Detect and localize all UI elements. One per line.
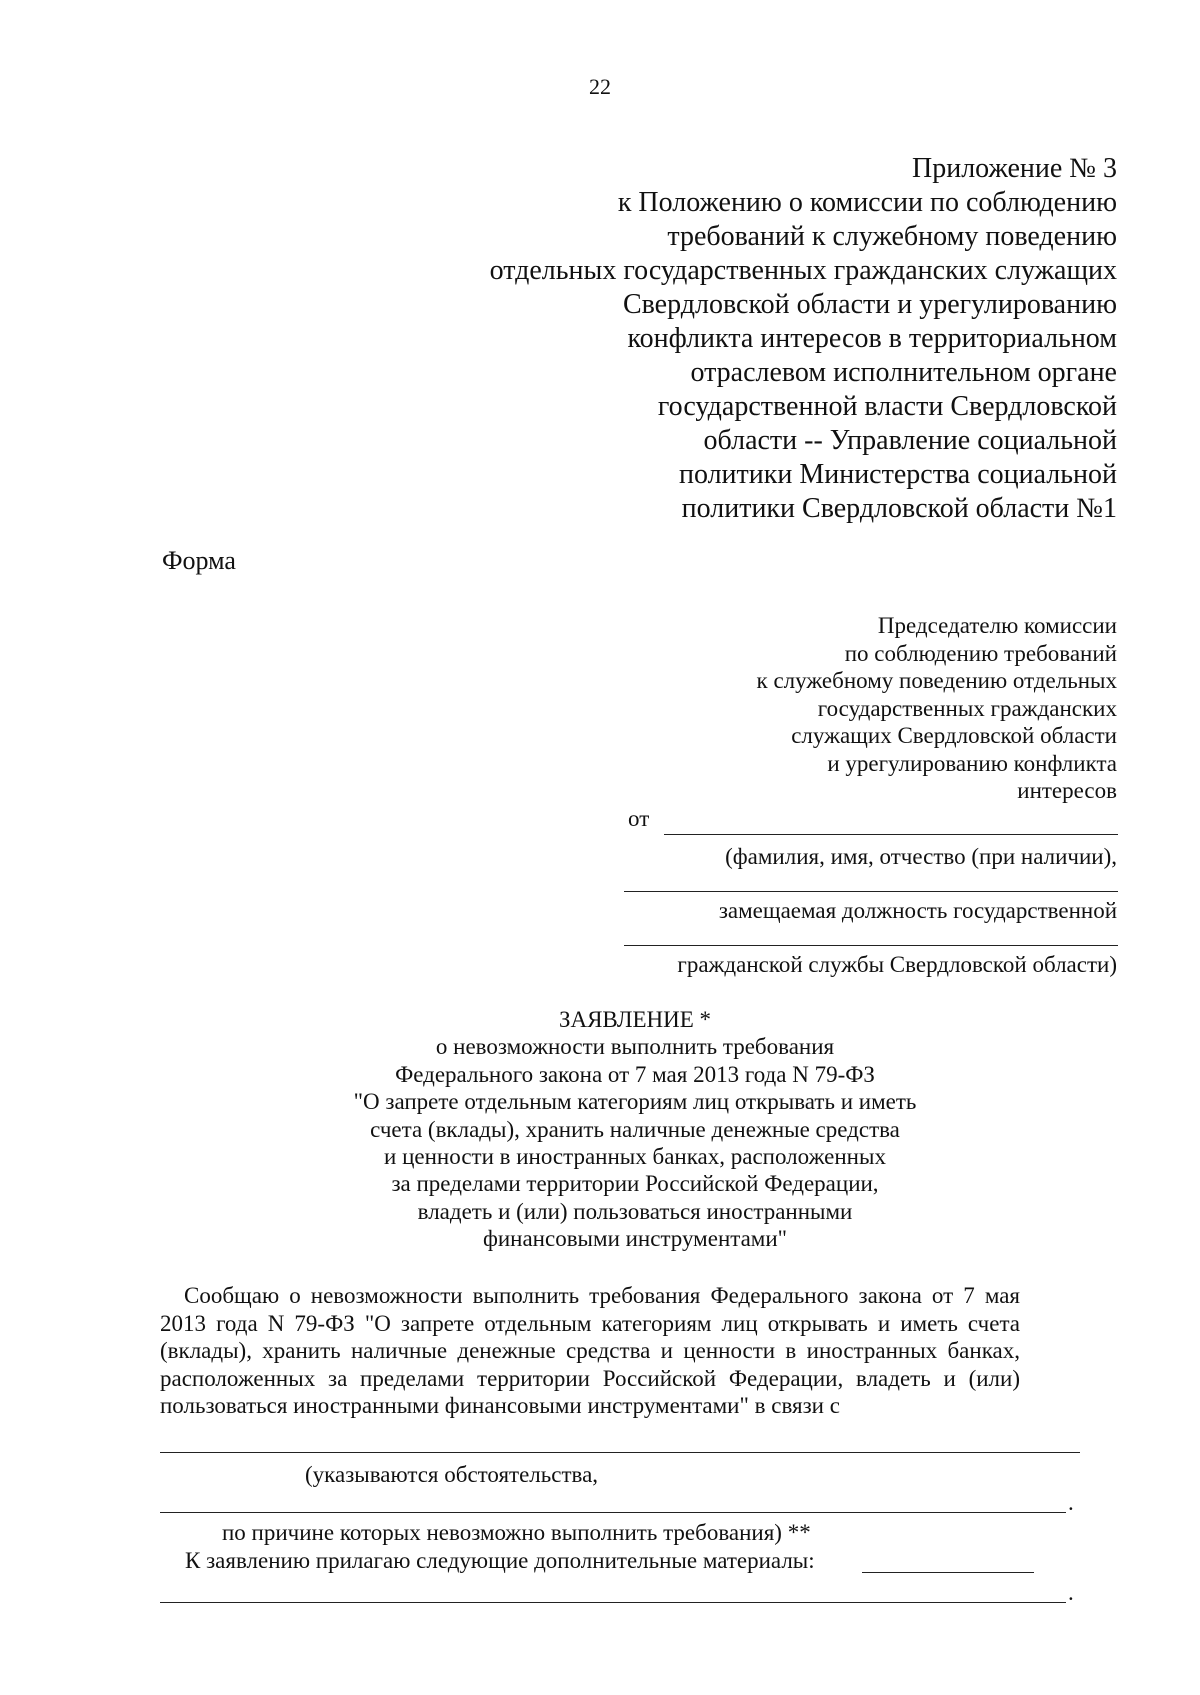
addressee-line: и урегулированию конфликта	[827, 750, 1117, 776]
line-end-dot: .	[1068, 1490, 1074, 1515]
statement-title	[300, 1006, 970, 1253]
addressee-line: государственных гражданских	[817, 695, 1117, 721]
position-blank-line[interactable]	[624, 891, 1118, 892]
addressee-line: интересов	[1017, 778, 1117, 803]
addressee-line: служащих Свердловской области	[791, 723, 1117, 748]
attachments-short-blank[interactable]	[862, 1572, 1034, 1573]
position-hint: замещаемая должность государственной	[718, 898, 1117, 923]
addressee-line: по соблюдению требований	[844, 640, 1117, 666]
appendix-header	[490, 152, 1117, 526]
title-line: счета (вклады), хранить наличные денежные средства	[370, 1116, 900, 1142]
from-row	[628, 806, 1118, 836]
title-line: Федерального закона от 7 мая 2013 года N 79-ФЗ	[395, 1061, 875, 1087]
addressee-line: к служебному поведению отдельных	[756, 668, 1117, 693]
title-line: и ценности в иностранных банках, расположенных	[384, 1144, 886, 1170]
from-label: от	[628, 806, 650, 831]
reasons-blank-line[interactable]	[160, 1512, 1066, 1513]
appendix-line: Свердловской области и урегулированию	[622, 289, 1117, 320]
addressee-line: Председателю комиссии	[877, 613, 1117, 638]
appendix-line: к Положению о комиссии по соблюдению	[617, 187, 1117, 218]
appendix-line: отраслевом исполнительном органе	[690, 357, 1117, 388]
reasons-hint: по причине которых невозможно выполнить требования) **	[222, 1520, 811, 1545]
title-line: за пределами территории Российской Федерации,	[391, 1171, 879, 1197]
form-label: Форма	[162, 546, 236, 575]
addressee-block	[757, 612, 1117, 805]
appendix-line: политики Свердловской области №1	[681, 493, 1117, 524]
fio-hint: (фамилия, имя, отчество (при наличии),	[725, 844, 1117, 869]
circumstances-hint: (указываются обстоятельства,	[305, 1462, 599, 1487]
appendix-line: государственной власти Свердловской	[657, 391, 1117, 422]
page-number: 22	[589, 74, 611, 99]
service-hint: гражданской службы Свердловской области)	[677, 952, 1117, 977]
circumstances-blank-line[interactable]	[160, 1452, 1080, 1453]
attachments-blank-line[interactable]	[160, 1602, 1066, 1603]
appendix-line: требований к служебному поведению	[667, 221, 1117, 252]
body-paragraph	[160, 1282, 1020, 1420]
appendix-line: отдельных государственных гражданских служащих	[489, 255, 1117, 286]
appendix-line: области -- Управление социальной	[703, 425, 1117, 456]
attachments-label: К заявлению прилагаю следующие дополнительные материалы:	[185, 1548, 815, 1573]
appendix-line: политики Министерства социальной	[678, 459, 1117, 490]
title-line: о невозможности выполнить требования	[435, 1034, 835, 1060]
title-line: владеть и (или) пользоваться иностранными	[417, 1198, 853, 1224]
service-blank-line[interactable]	[624, 945, 1118, 946]
title-line: "О запрете отдельным категориям лиц открывать и иметь	[353, 1089, 917, 1115]
appendix-line: Приложение № 3	[912, 153, 1117, 184]
title-line: ЗАЯВЛЕНИЕ *	[558, 1007, 712, 1032]
title-line: финансовыми инструментами"	[482, 1226, 788, 1252]
line-end-dot: .	[1068, 1580, 1074, 1605]
appendix-line: конфликта интересов в территориальном	[627, 323, 1117, 354]
body-text: Сообщаю о невозможности выполнить требования Федерального закона от 7 мая 2013 года N 79-ФЗ "О запрете отдельным категориям лиц открывать и иметь счета (вклады), хранить наличные денежные средства и ценности в иностранных банках, расположенных за пределами территории Российской Федерации, владеть и (или) пользоваться иностранными финансовыми инструментами" в связи с	[160, 1283, 1020, 1418]
fio-blank-line[interactable]	[664, 834, 1118, 835]
